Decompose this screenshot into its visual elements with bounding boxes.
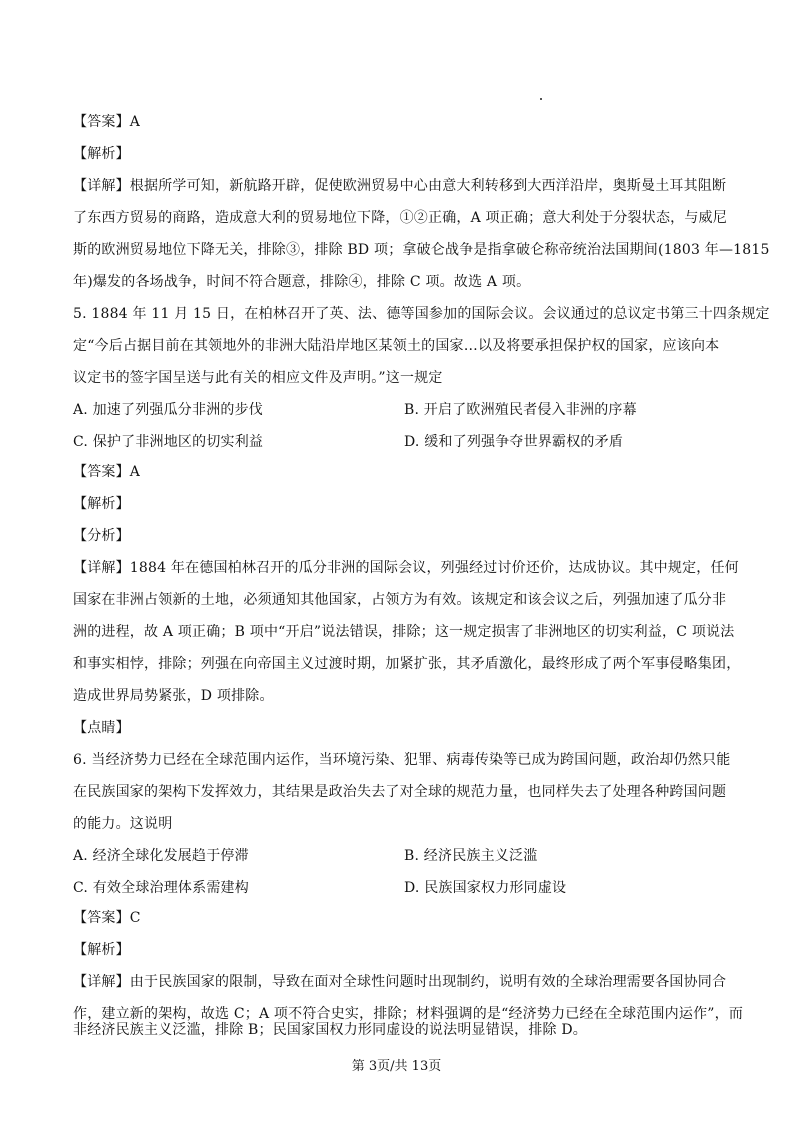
answer-label-q4: 【答案】A	[73, 114, 141, 130]
option-c: C. 保护了非洲地区的切实利益	[73, 434, 264, 450]
question-5-stem: 议定书的签字国呈送与此有关的相应文件及声明。”这一规定	[73, 370, 443, 386]
option-a: A. 经济全球化发展趋于停滞	[73, 848, 249, 864]
detail-line: 造成世界局势紧张，D 项排除。	[73, 688, 274, 704]
option-a: A. 加速了列强瓜分非洲的步伐	[73, 402, 264, 418]
analysis-subheading: 【分析】	[73, 528, 130, 544]
detail-line: 非经济民族主义泛滥，排除 B；民国家国权力形同虚设的说法明显错误，排除 D。	[73, 1022, 588, 1038]
answer-label-q6: 【答案】C	[73, 910, 141, 926]
detail-line: 斯的欧洲贸易地位下降无关，排除③，排除 BD 项；拿破仑战争是指拿破仑称帝统治法国期间(1803 年—1815	[73, 242, 770, 258]
analysis-label-q5: 【解析】	[73, 496, 130, 512]
option-d: D. 民族国家权力形同虚设	[404, 880, 567, 896]
detail-line: 年)爆发的各场战争，时间不符合题意，排除④，排除 C 项。故选 A 项。	[73, 274, 531, 290]
detail-line: 【详解】1884 年在德国柏林召开的瓜分非洲的国际会议，列强经过讨价还价，达成协议。其中规定，任何	[73, 560, 739, 576]
question-5-stem: 5. 1884 年 11 月 15 日，在柏林召开了英、法、德等国参加的国际会议。会议通过的总议定书第三十四条规定	[73, 306, 770, 322]
detail-line: 国家在非洲占领新的土地，必须通知其他国家，占领方为有效。该规定和该会议之后，列强加速了瓜分非	[73, 592, 727, 608]
option-d: D. 缓和了列强争夺世界霸权的矛盾	[404, 434, 624, 450]
option-c: C. 有效全球治理体系需建构	[73, 880, 249, 896]
analysis-label-q6: 【解析】	[73, 942, 130, 958]
detail-line: 和事实相悖，排除；列强在向帝国主义过渡时期，加紧扩张，其矛盾激化，最终形成了两个军事侵略集团，	[73, 656, 741, 672]
detail-line: 作，建立新的架构，故选 C；A 项不符合史实，排除；材料强调的是“经济势力已经在全球范围内运作”，而	[73, 1006, 744, 1022]
question-5-stem: 定“今后占据目前在其领地外的非洲大陆沿岸地区某领土的国家…以及将要承担保护权的国家，应该向本	[73, 338, 720, 354]
remark-label: 【点睛】	[73, 720, 130, 736]
answer-label-q5: 【答案】A	[73, 464, 141, 480]
detail-line: 了东西方贸易的商路，造成意大利的贸易地位下降，①②正确，A 项正确；意大利处于分裂状态，与威尼	[73, 210, 727, 226]
analysis-label-q4: 【解析】	[73, 146, 130, 162]
option-b: B. 经济民族主义泛滥	[404, 848, 538, 864]
scan-speck	[540, 98, 542, 100]
question-6-stem: 6. 当经济势力已经在全球范围内运作，当环境污染、犯罪、病毒传染等已成为跨国问题，政治却仍然只能	[73, 752, 731, 768]
detail-line: 【详解】根据所学可知，新航路开辟，促使欧洲贸易中心由意大利转移到大西洋沿岸，奥斯曼土耳其阻断	[73, 178, 727, 194]
page-footer: 第 3页/共 13页	[351, 1059, 442, 1074]
detail-line: 洲的进程，故 A 项正确；B 项中“开启”说法错误，排除；这一规定损害了非洲地区的切实利益，C 项说法	[73, 624, 735, 640]
question-6-stem: 的能力。这说明	[73, 816, 173, 832]
detail-line: 【详解】由于民族国家的限制，导致在面对全球性问题时出现制约，说明有效的全球治理需要各国协同合	[73, 974, 727, 990]
question-6-stem: 在民族国家的架构下发挥效力，其结果是政治失去了对全球的规范力量，也同样失去了处理各种跨国问题	[73, 784, 727, 800]
option-b: B. 开启了欧洲殖民者侵入非洲的序幕	[404, 402, 637, 418]
